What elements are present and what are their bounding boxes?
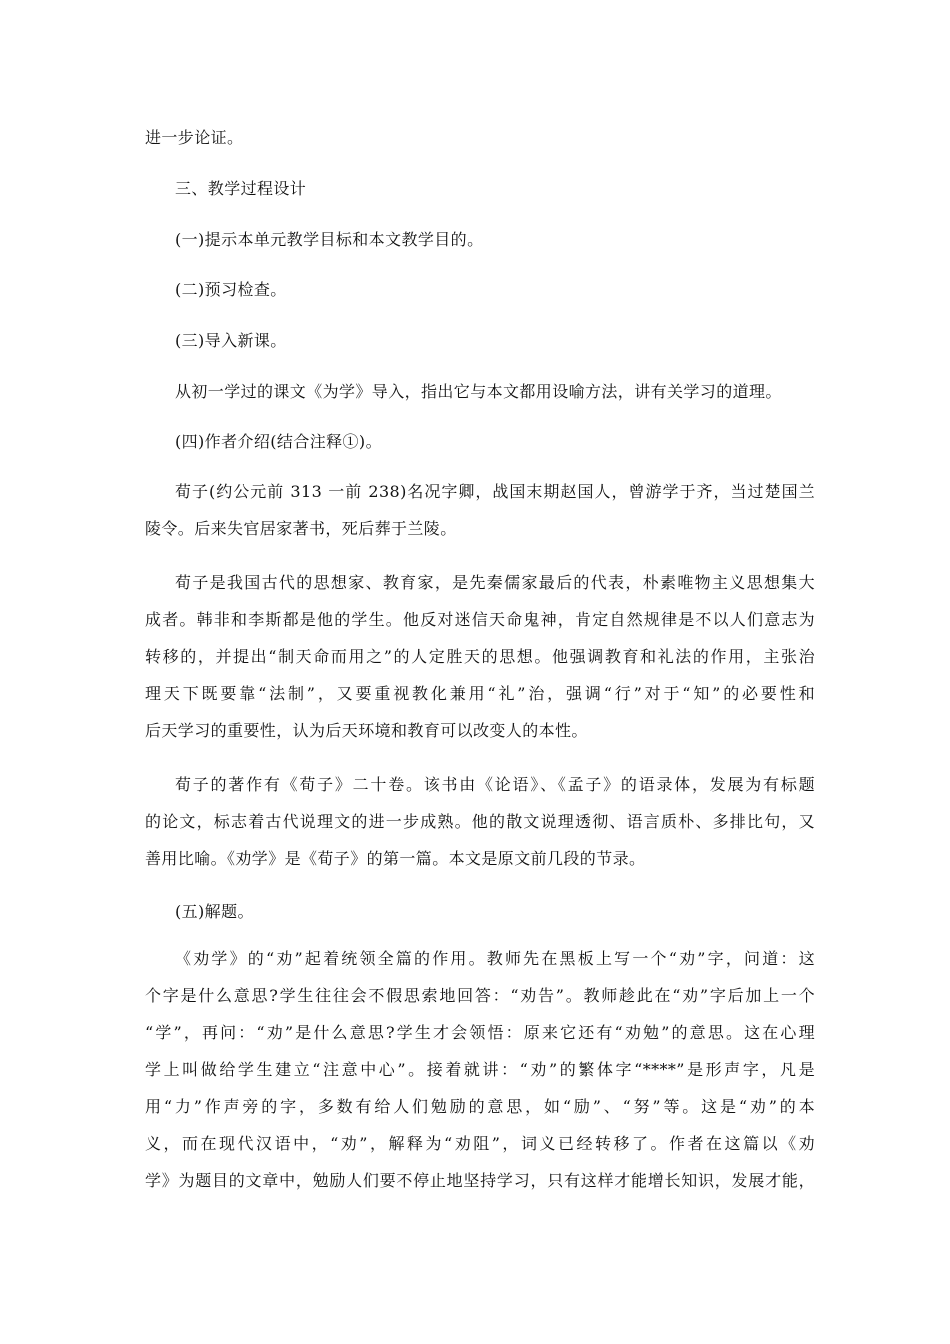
text-line: 学》为题目的文章中，勉励人们要不停止地坚持学习，只有这样才能增长知识，发展才能， bbox=[145, 1171, 815, 1190]
step-item-4 bbox=[145, 423, 815, 460]
step-item-2 bbox=[145, 271, 815, 308]
step-item-3 bbox=[145, 322, 815, 359]
text-line: (二)预习检查。 bbox=[175, 280, 287, 299]
text-line: (四)作者介绍(结合注释①)。 bbox=[175, 432, 382, 451]
paragraph-title-explanation bbox=[145, 940, 815, 1199]
text-line: 进一步论证。 bbox=[145, 128, 244, 147]
text-line: 荀子是我国古代的思想家、教育家，是先秦儒家最后的代表，朴素唯物主义思想集大 bbox=[175, 573, 815, 592]
text-line: 三、教学过程设计 bbox=[175, 179, 307, 198]
text-line: 善用比喻。《劝学》是《荀子》的第一篇。本文是原文前几段的节录。 bbox=[145, 849, 646, 868]
paragraph-intro-lesson bbox=[145, 373, 815, 410]
step-item-1 bbox=[145, 221, 815, 258]
text-line: 荀子(约公元前 313 一前 238)名况字卿，战国末期赵国人，曾游学于齐，当过楚国兰 bbox=[175, 482, 815, 501]
paragraph-author-works bbox=[145, 766, 815, 877]
text-line: 理天下既要靠“法制”，又要重视教化兼用“礼”治，强调“行”对于“知”的必要性和 bbox=[145, 684, 815, 703]
text-line: 用“力”作声旁的字，多数有给人们勉励的意思，如“励”、“努”等。这是“劝”的本 bbox=[145, 1097, 815, 1116]
paragraph-continuation bbox=[145, 119, 815, 156]
text-line: 荀子的著作有《荀子》二十卷。该书由《论语》、《孟子》的语录体，发展为有标题 bbox=[175, 775, 815, 794]
text-line: 的论文，标志着古代说理文的进一步成熟。他的散文说理透彻、语言质朴、多排比句，又 bbox=[145, 812, 815, 831]
text-line: (五)解题。 bbox=[175, 902, 254, 921]
text-line: 个字是什么意思?学生往往会不假思索地回答：“劝告”。教师趁此在“劝”字后加上一个 bbox=[145, 986, 815, 1005]
text-line: 转移的，并提出“制天命而用之”的人定胜天的思想。他强调教育和礼法的作用，主张治 bbox=[145, 647, 815, 666]
text-line: 后天学习的重要性，认为后天环境和教育可以改变人的本性。 bbox=[145, 721, 588, 740]
text-line: 义，而在现代汉语中，“劝”，解释为“劝阻”，词义已经转移了。作者在这篇以《劝 bbox=[145, 1134, 815, 1153]
paragraph-author-bio bbox=[145, 473, 815, 547]
text-line: 学上叫做给学生建立“注意中心”。接着就讲：“劝”的繁体字“****”是形声字，凡是 bbox=[145, 1060, 815, 1079]
text-line: 从初一学过的课文《为学》导入，指出它与本文都用设喻方法，讲有关学习的道理。 bbox=[175, 382, 782, 401]
section-heading bbox=[145, 170, 815, 207]
text-line: (三)导入新课。 bbox=[175, 331, 287, 350]
text-line: 陵令。后来失官居家著书，死后葬于兰陵。 bbox=[145, 519, 457, 538]
text-line: “学”，再问：“劝”是什么意思?学生才会领悟：原来它还有“劝勉”的意思。这在心理 bbox=[145, 1023, 815, 1042]
text-line: 《劝学》的“劝”起着统领全篇的作用。教师先在黑板上写一个“劝”字，问道：这 bbox=[175, 949, 815, 968]
text-line: 成者。韩非和李斯都是他的学生。他反对迷信天命鬼神，肯定自然规律是不以人们意志为 bbox=[145, 610, 815, 629]
paragraph-author-thought bbox=[145, 564, 815, 749]
step-item-5 bbox=[145, 893, 815, 930]
text-line: (一)提示本单元教学目标和本文教学目的。 bbox=[175, 230, 484, 249]
